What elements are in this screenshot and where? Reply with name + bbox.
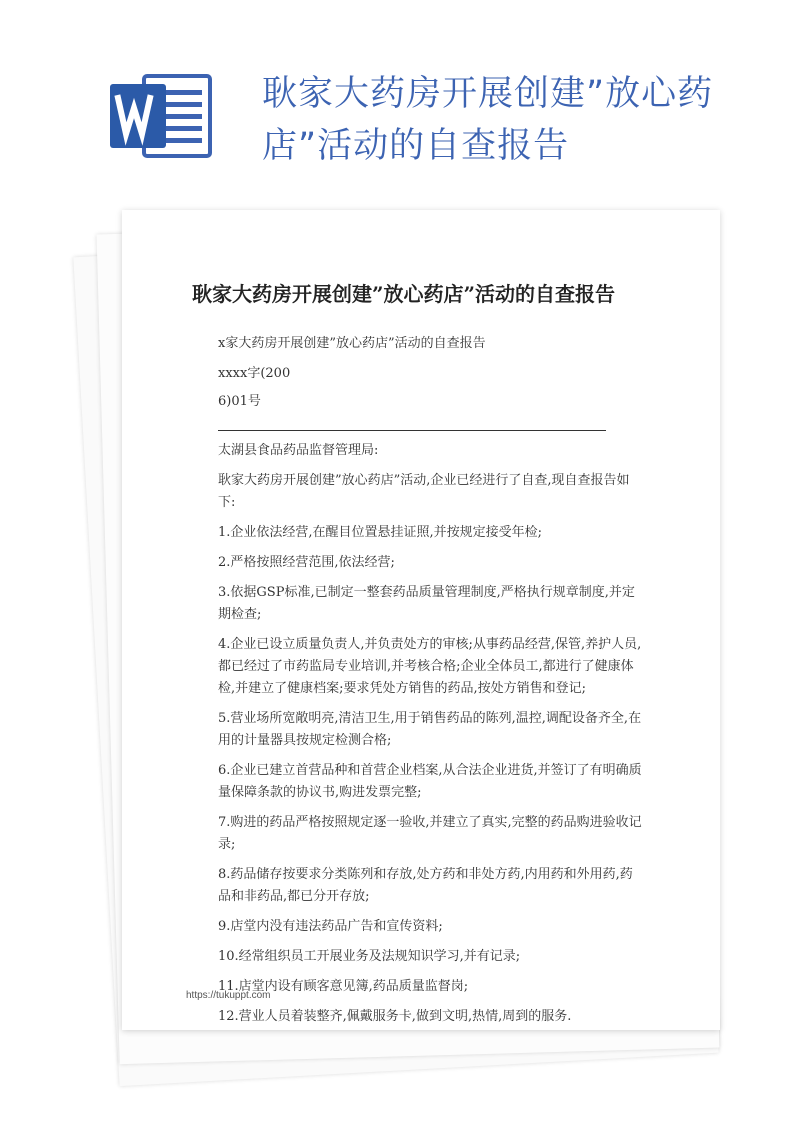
paragraph: 7.购进的药品严格按照规定逐一验收,并建立了真实,完整的药品购进验收记录; [218,815,642,852]
paragraph: 3.依据GSP标准,已制定一整套药品质量管理制度,严格执行规章制度,并定期检查; [218,585,635,622]
paragraph: 5.营业场所宽敞明亮,清洁卫生,用于销售药品的陈列,温控,调配设备齐全,在用的计量器具按规定检测合格; [218,711,642,748]
paragraph: 6.企业已建立首营品种和首营企业档案,从合法企业进货,并签订了有明确质量保障条款的协议书,购进发票完整; [218,763,642,800]
document-page [122,210,720,1030]
meta-line-1: x家大药房开展创建”放心药店”活动的自查报告 [218,336,486,351]
header [0,0,800,200]
paragraph: 1.企业依法经营,在醒目位置悬挂证照,并按规定接受年检; [218,525,543,540]
banner-title: 耿家大药房开展创建”放心药店”活动的自查报告 [262,74,714,166]
paragraph: 2.严格按照经营范围,依法经营; [218,555,395,570]
paragraph: 12.营业人员着装整齐,佩戴服务卡,做到文明,热情,周到的服务. [218,1009,572,1024]
paragraph: 4.企业已设立质量负责人,并负责处方的审核;从事药品经营,保管,养护人员,都已经过了市药监局专业培训,并考核合格;企业全体员工,都进行了健康体检,并建立了健康档案;要求凭处方销售的药品,按处方销售和登记; [218,637,642,696]
paragraph: 10.经常组织员工开展业务及法规知识学习,并有记录; [218,949,521,964]
footer-url[interactable]: https://tukuppt.com [186,990,271,1001]
document-title: 耿家大药房开展创建”放心药店”活动的自查报告 [192,282,616,306]
paragraph: 9.店堂内没有违法药品广告和宣传资料; [218,919,443,934]
document-body [218,440,642,1036]
paragraph: 8.药品储存按要求分类陈列和存放,处方药和非处方药,内用药和外用药,药品和非药品,都已分开存放; [218,867,633,904]
paragraph: 11.店堂内设有顾客意见簿,药品质量监督岗; [218,979,469,994]
meta-line-3: 6)01号 [218,394,261,409]
paragraph: 太湖县食品药品监督管理局: [218,443,379,458]
word-document-icon [110,72,214,160]
divider-rule [218,430,606,431]
meta-line-2: xxxx字(200 [218,366,291,381]
paragraph: 耿家大药房开展创建”放心药店”活动,企业已经进行了自查,现自查报告如下: [218,473,630,510]
